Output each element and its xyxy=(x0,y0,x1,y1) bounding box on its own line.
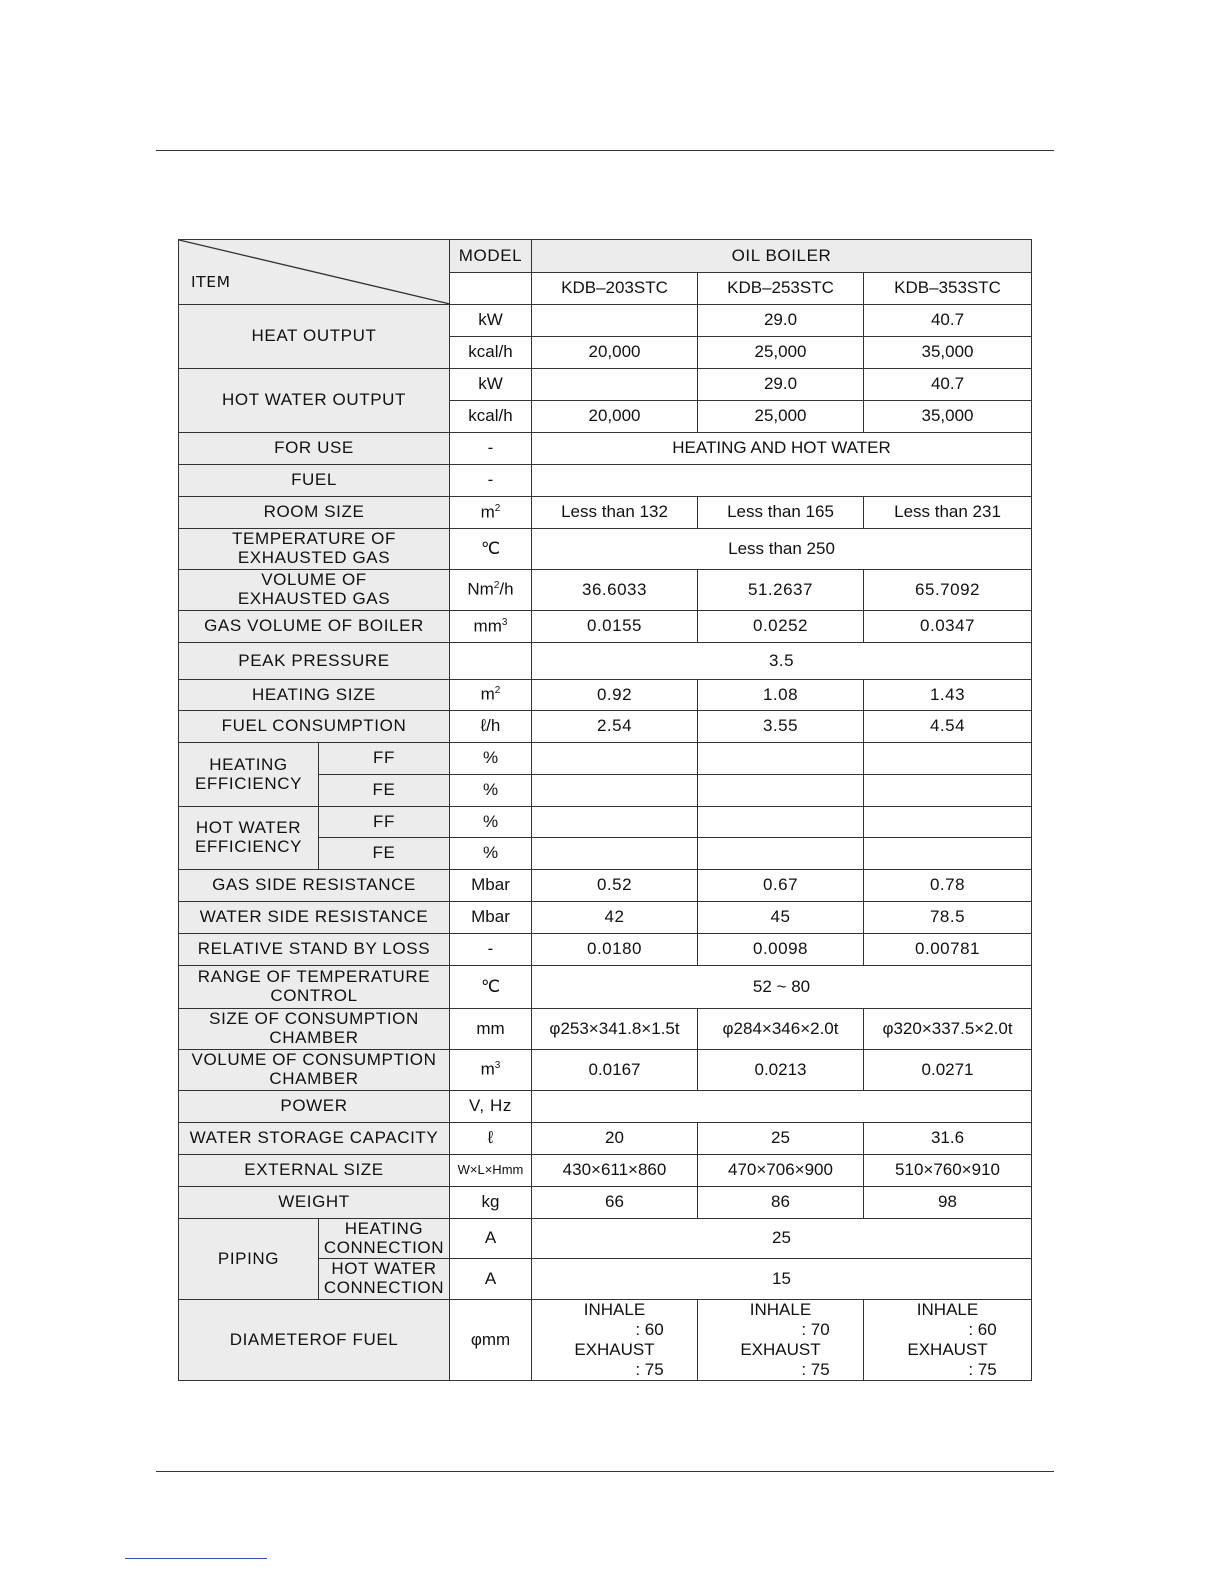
value-cell xyxy=(532,838,698,870)
value-cell: 2.54 xyxy=(532,711,698,743)
value-cell: 0.52 xyxy=(532,870,698,902)
value-cell: Less than 132 xyxy=(532,497,698,529)
value-cell: 29.0 xyxy=(698,369,864,401)
for-use-label: FOR USE xyxy=(179,433,450,465)
fe-label: FE xyxy=(319,775,450,807)
external-size-label: EXTERNAL SIZE xyxy=(179,1155,450,1187)
value-cell: 35,000 xyxy=(864,337,1032,369)
footer-link-underline xyxy=(125,1558,267,1559)
for-use-value: HEATING AND HOT WATER xyxy=(532,433,1032,465)
value-cell: 25,000 xyxy=(698,337,864,369)
value-cell: 20,000 xyxy=(532,401,698,433)
diameter-fuel-label: DIAMETEROF FUEL xyxy=(179,1300,450,1381)
value-cell: 35,000 xyxy=(864,401,1032,433)
value-cell xyxy=(864,807,1032,838)
value-cell xyxy=(698,775,864,807)
value-cell: Less than 165 xyxy=(698,497,864,529)
hot-water-output-label: HOT WATER OUTPUT xyxy=(179,369,450,433)
value-cell xyxy=(698,838,864,870)
value-cell: 40.7 xyxy=(864,369,1032,401)
value-cell: 42 xyxy=(532,902,698,934)
value-cell: 65.7092 xyxy=(864,570,1032,611)
diameter-value-cell: INHALE : 70 EXHAUST : 75 xyxy=(698,1300,864,1381)
unit: ℃ xyxy=(450,529,532,570)
model-blank xyxy=(450,273,532,305)
value-cell: 0.67 xyxy=(698,870,864,902)
water-storage-label: WATER STORAGE CAPACITY xyxy=(179,1123,450,1155)
vol-exhaust-label: VOLUME OF EXHAUSTED GAS xyxy=(179,570,450,611)
value-cell: 0.0155 xyxy=(532,611,698,643)
value-cell: 0.0180 xyxy=(532,934,698,966)
fe-label: FE xyxy=(319,838,450,870)
heating-connection-value: 25 xyxy=(532,1219,1032,1259)
value-cell xyxy=(532,775,698,807)
hot-water-connection-value: 15 xyxy=(532,1259,1032,1300)
value-cell: φ284×346×2.0t xyxy=(698,1009,864,1050)
standby-loss-label: RELATIVE STAND BY LOSS xyxy=(179,934,450,966)
value-cell xyxy=(864,743,1032,775)
value-cell xyxy=(864,838,1032,870)
item-label: ITEM xyxy=(191,273,231,291)
unit: W×L×Hmm xyxy=(450,1155,532,1187)
unit: V, Hz xyxy=(450,1091,532,1123)
value-cell xyxy=(864,775,1032,807)
weight-label: WEIGHT xyxy=(179,1187,450,1219)
diameter-value-cell: INHALE : 60 EXHAUST : 75 xyxy=(864,1300,1032,1381)
unit: kW xyxy=(450,369,532,401)
ff-label: FF xyxy=(319,743,450,775)
model-name: KDB–253STC xyxy=(698,273,864,305)
value-cell xyxy=(698,807,864,838)
power-label: POWER xyxy=(179,1091,450,1123)
value-cell: 51.2637 xyxy=(698,570,864,611)
temp-range-label: RANGE OF TEMPERATURE CONTROL xyxy=(179,966,450,1009)
unit xyxy=(450,643,532,680)
value-cell xyxy=(532,305,698,337)
value-cell: φ253×341.8×1.5t xyxy=(532,1009,698,1050)
unit: ℓ xyxy=(450,1123,532,1155)
unit: ℓ/h xyxy=(450,711,532,743)
room-size-label: ROOM SIZE xyxy=(179,497,450,529)
unit: % xyxy=(450,838,532,870)
unit: φmm xyxy=(450,1300,532,1381)
heating-size-label: HEATING SIZE xyxy=(179,680,450,711)
temp-exhaust-label: TEMPERATURE OF EXHAUSTED GAS xyxy=(179,529,450,570)
value-cell xyxy=(532,807,698,838)
heating-connection-label: HEATING CONNECTION xyxy=(319,1219,450,1259)
value-cell: 470×706×900 xyxy=(698,1155,864,1187)
value-cell: 0.78 xyxy=(864,870,1032,902)
model-name: KDB–203STC xyxy=(532,273,698,305)
footer-rule xyxy=(156,1471,1054,1472)
piping-label: PIPING xyxy=(179,1219,319,1300)
value-cell: 0.0213 xyxy=(698,1050,864,1091)
gas-side-resistance-label: GAS SIDE RESISTANCE xyxy=(179,870,450,902)
fuel-label: FUEL xyxy=(179,465,450,497)
value-cell: 86 xyxy=(698,1187,864,1219)
temp-exhaust-value: Less than 250 xyxy=(532,529,1032,570)
unit: - xyxy=(450,934,532,966)
fuel-value xyxy=(532,465,1032,497)
unit: Mbar xyxy=(450,902,532,934)
model-label: MODEL xyxy=(450,240,532,273)
value-cell: 510×760×910 xyxy=(864,1155,1032,1187)
unit: A xyxy=(450,1219,532,1259)
unit: mm xyxy=(450,1009,532,1050)
item-header-cell xyxy=(179,240,450,305)
water-side-resistance-label: WATER SIDE RESISTANCE xyxy=(179,902,450,934)
value-cell: 31.6 xyxy=(864,1123,1032,1155)
heating-efficiency-label: HEATING EFFICIENCY xyxy=(179,743,319,807)
value-cell xyxy=(532,369,698,401)
value-cell: 430×611×860 xyxy=(532,1155,698,1187)
unit: $m^2$ xyxy=(450,680,532,711)
unit: % xyxy=(450,807,532,838)
value-cell: 20 xyxy=(532,1123,698,1155)
value-cell: 25,000 xyxy=(698,401,864,433)
hot-water-connection-label: HOT WATER CONNECTION xyxy=(319,1259,450,1300)
unit: % xyxy=(450,743,532,775)
temp-range-value: 52 ~ 80 xyxy=(532,966,1032,1009)
hot-water-efficiency-label: HOT WATER EFFICIENCY xyxy=(179,807,319,870)
value-cell: 78.5 xyxy=(864,902,1032,934)
value-cell: 66 xyxy=(532,1187,698,1219)
chamber-size-label: SIZE OF CONSUMPTION CHAMBER xyxy=(179,1009,450,1050)
value-cell: 40.7 xyxy=(864,305,1032,337)
unit: kcal/h xyxy=(450,337,532,369)
fuel-consumption-label: FUEL CONSUMPTION xyxy=(179,711,450,743)
unit: kg xyxy=(450,1187,532,1219)
value-cell: 0.0252 xyxy=(698,611,864,643)
value-cell: 4.54 xyxy=(864,711,1032,743)
value-cell: 1.43 xyxy=(864,680,1032,711)
unit: kcal/h xyxy=(450,401,532,433)
value-cell: 0.0271 xyxy=(864,1050,1032,1091)
unit: $m^2$ xyxy=(450,497,532,529)
value-cell: 25 xyxy=(698,1123,864,1155)
value-cell: 0.92 xyxy=(532,680,698,711)
unit: Nm$^2$/h xyxy=(450,570,532,611)
unit: - xyxy=(450,465,532,497)
value-cell xyxy=(532,743,698,775)
unit: - xyxy=(450,433,532,465)
unit: A xyxy=(450,1259,532,1300)
unit: % xyxy=(450,775,532,807)
value-cell: 29.0 xyxy=(698,305,864,337)
unit: kW xyxy=(450,305,532,337)
value-cell: 1.08 xyxy=(698,680,864,711)
unit: Mbar xyxy=(450,870,532,902)
unit: ℃ xyxy=(450,966,532,1009)
heat-output-label: HEAT OUTPUT xyxy=(179,305,450,369)
value-cell: 0.0347 xyxy=(864,611,1032,643)
peak-pressure-label: PEAK PRESSURE xyxy=(179,643,450,680)
value-cell: 0.00781 xyxy=(864,934,1032,966)
value-cell: 20,000 xyxy=(532,337,698,369)
value-cell: 45 xyxy=(698,902,864,934)
value-cell: Less than 231 xyxy=(864,497,1032,529)
value-cell xyxy=(698,743,864,775)
value-cell: 0.0098 xyxy=(698,934,864,966)
spec-table xyxy=(178,239,1032,1381)
value-cell: 98 xyxy=(864,1187,1032,1219)
header-rule xyxy=(156,150,1054,151)
gas-volume-label: GAS VOLUME OF BOILER xyxy=(179,611,450,643)
unit: $m^3$ xyxy=(450,1050,532,1091)
value-cell: 36.6033 xyxy=(532,570,698,611)
oil-boiler-label: OIL BOILER xyxy=(532,240,1032,273)
model-name: KDB–353STC xyxy=(864,273,1032,305)
peak-pressure-value: 3.5 xyxy=(532,643,1032,680)
power-value xyxy=(532,1091,1032,1123)
value-cell: 0.0167 xyxy=(532,1050,698,1091)
chamber-volume-label: VOLUME OF CONSUMPTION CHAMBER xyxy=(179,1050,450,1091)
diameter-value-cell: INHALE : 60 EXHAUST : 75 xyxy=(532,1300,698,1381)
ff-label: FF xyxy=(319,807,450,838)
value-cell: φ320×337.5×2.0t xyxy=(864,1009,1032,1050)
value-cell: 3.55 xyxy=(698,711,864,743)
unit: $mm^3$ xyxy=(450,611,532,643)
